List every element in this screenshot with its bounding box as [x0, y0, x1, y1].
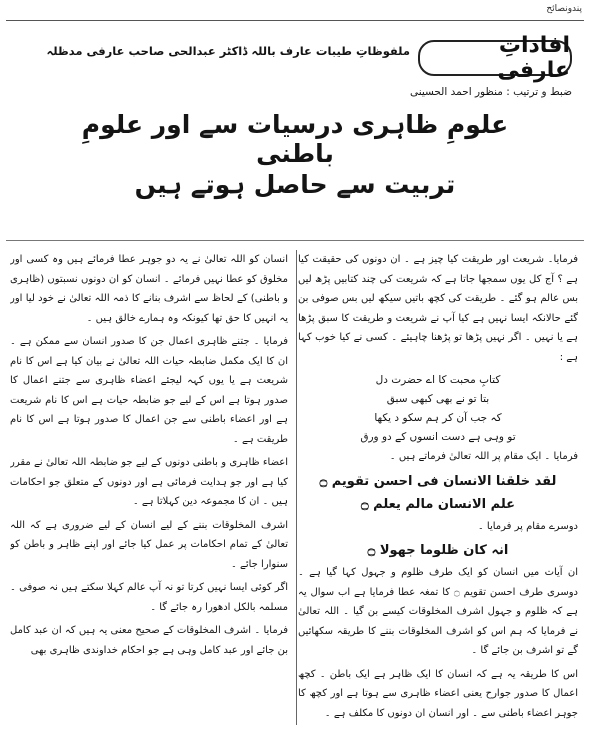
- paragraph: انسان کو اللہ تعالیٰ نے یہ دو جوہر عطا فرمائے ہیں وہ کسی اور مخلوق کو عطا نہیں فرمائے ۔ انسان کو ان دونوں نسبتوں (ظاہری و باطنی) کے لحاظ سے اشرف بنانے کا ذمہ اللہ تعالیٰ نے خود لیا اور یہ انہیں کا حق تھا کیونکہ وہ ہمارے خالق ہیں ۔: [10, 254, 288, 324]
- column-title: افاداتِ عارفی: [418, 40, 572, 76]
- paragraph: اس کا طریقہ یہ ہے کہ انسان کا ایک ظاہر ہے ایک باطن ۔ کچھ اعمال کا صدور جوارح یعنی اعضاء ظاہری سے ہوتا ہے اور کچھ کا جوہر اعضاء باطنی سے ۔ اور انسان ان دونوں کا مکلف ہے ۔: [298, 668, 578, 719]
- paragraph: فرمایا۔ شریعت اور طریقت کیا چیز ہے ۔ ان دونوں کی حقیقت کیا ہے ؟ آج کل یوں سمجھا جاتا ہے کہ شریعت کی چند کتابیں پڑھ لیں بس عالم ہو گئے ۔ طریقت کی کچھ باتیں سیکھ لیں بس صوفی بن گئے حالانکہ ایسا نہیں ہے کیا آپ نے شریعت و طریقت کا سبق پڑھا ہے یا نہیں ۔ اگر نہیں پڑھا تو پڑھنا چاہیئے ۔ کسی نے کیا خوب کہا ہے :: [298, 254, 578, 363]
- paragraph: اعضاء ظاہری و باطنی دونوں کے لیے جو ضابطہ اللہ تعالیٰ نے مقرر کیا ہے اور جو ہدایت فرمائی ہے اور دونوں کے متعلق جو احکامات ہیں ۔ ان کا مجموعہ دین کہلاتا ہے ۔: [10, 457, 288, 507]
- headline-divider: [6, 240, 584, 241]
- paragraph: فرمایا ۔ جتنے ظاہری اعمال جن کا صدور انسان سے ممکن ہے ۔ ان کا ایک مکمل ضابطہ حیات اللہ تعالیٰ نے بیان کیا ہے اس کا نام شریعت ہے یا یوں کہہ لیجئے اعضاء ظاہری سے جتنے اعمال کا صدور ہوتا ہے اس کے لیے جو ضابطہ حیات ہے اس کا نام شریعت ہے اور اعضاء باطنی سے جن اعمال کا صدور ہوتا ہے اس کا نام طریقت ہے ۔: [10, 336, 288, 445]
- poetry-line: کہ جب آن کر ہم سکو د یکھا: [374, 412, 502, 424]
- quranic-verse: علم الانسان مالم یعلم ۝: [360, 496, 516, 512]
- headline-line-2: تربیت سے حاصل ہوتے ہیں: [134, 170, 456, 199]
- left-column: [10, 250, 288, 729]
- quranic-verse: لقد خلقنا الانسان فی احسن تقویم ۝: [319, 473, 557, 489]
- poetry-line: کتابِ محبت کا اے حضرت دل: [375, 374, 501, 386]
- poetry-line: بتا تو نے بھی کبھی سبق: [386, 393, 490, 405]
- quranic-verse: انہ کان ظلوما جھولا ۝: [367, 543, 509, 558]
- paragraph: فرمایا ۔ ایک مقام پر اللہ تعالیٰ فرماتے ہیں ۔: [389, 451, 578, 462]
- compiler-credit: ضبط و ترتیب : منظور احمد الحسینی: [409, 86, 572, 98]
- paragraph: اشرف المخلوقات بننے کے لیے انسان کے لیے ضروری ہے کہ اللہ تعالیٰ کے تمام احکامات پر عمل کیا جائے اور اپنے ظاہر و باطن کو سنوارا جائے ۔: [10, 519, 288, 570]
- top-divider: [6, 20, 584, 21]
- right-column: [298, 250, 578, 729]
- paragraph: ان آیات میں انسان کو ایک طرف ظلوم و جہول کہا گیا ہے ۔ دوسری طرف احسن تقویم ۝ کا تمغہ عطا فرمایا ہے اب سوال یہ ہے کہ ظلوم و جہول اشرف المخلوقات کیسے بن گیا ۔ اللہ تعالیٰ نے فرمایا کہ ہم اس کو اشرف المخلوقات بننے کا طریقہ سکھائیں گے تو اشرف بن جائے گا ۔: [298, 567, 578, 656]
- poetry-line: تو وہی ہے دست انسوں کے دو ورق: [360, 431, 516, 443]
- section-label: پندونصائح: [546, 4, 582, 14]
- column-divider: [296, 250, 297, 725]
- column-subtitle: ملفوظاتِ طیبات عارف باللہ ڈاکٹر عبدالحی صاحب عارفی مدظلہ: [46, 44, 410, 58]
- paragraph: فرمایا ۔ اشرف المخلوقات کے صحیح معنی یہ ہیں کہ ان عبد کامل بن جائے اور عبد کامل وہی ہے جو احکام خداوندی ظاہری بھی: [10, 625, 288, 656]
- headline-line-1: علومِ ظاہری درسیات سے اور علومِ باطنی: [81, 110, 509, 168]
- paragraph: اگر کوئی ایسا نہیں کرتا تو نہ آپ عالم کہلا سکتے ہیں نہ صوفی ۔ مسلمہ بالکل ادھورا رہ جائے گا ۔: [10, 582, 288, 613]
- paragraph: دوسرے مقام پر فرمایا ۔: [477, 520, 578, 532]
